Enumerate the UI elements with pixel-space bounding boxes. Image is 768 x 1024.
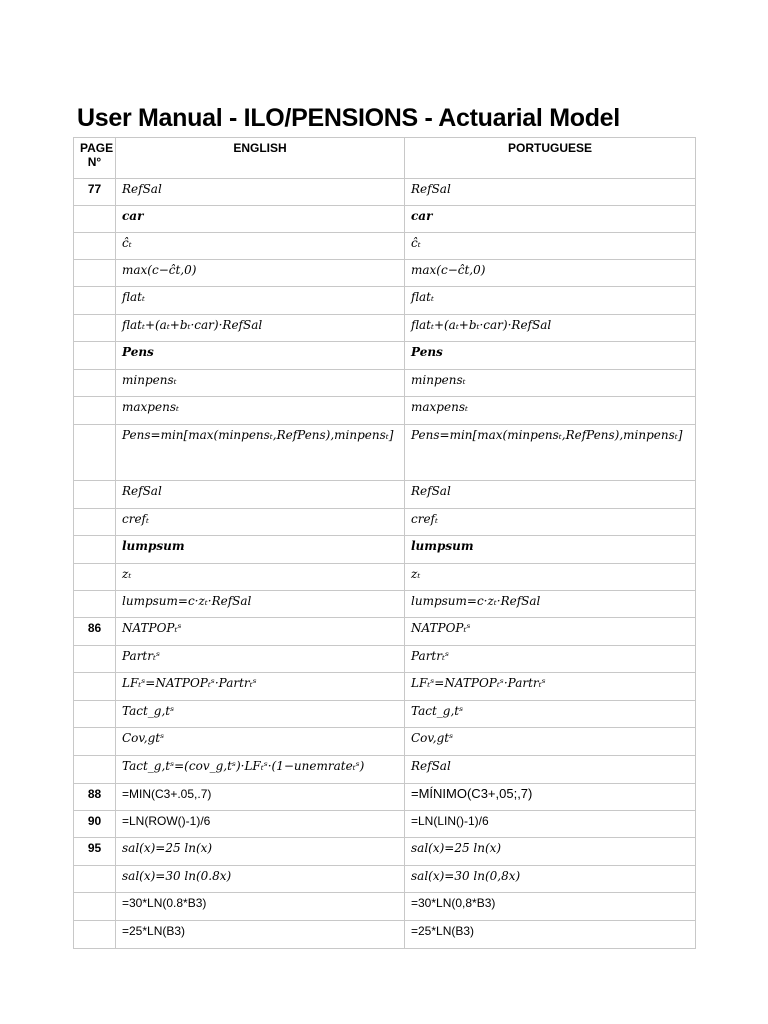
page-number-cell <box>74 206 116 233</box>
portuguese-term-cell: lumpsum=c·zₜ·RefSal <box>405 591 696 618</box>
english-term-cell: maxpensₜ <box>116 397 405 425</box>
portuguese-term-cell: RefSal <box>405 481 696 509</box>
table-row <box>74 564 696 591</box>
english-term-cell: flatₜ <box>116 287 405 315</box>
table-row <box>74 811 696 838</box>
page-number-cell <box>74 646 116 673</box>
page-number-cell: 88 <box>74 784 116 811</box>
glossary-table <box>73 137 696 949</box>
table-row <box>74 179 696 206</box>
english-term-cell: max(c−ĉt,0) <box>116 260 405 287</box>
english-term-cell: =30*LN(0.8*B3) <box>116 893 405 921</box>
portuguese-term-cell: NATPOPₜˢ <box>405 618 696 646</box>
page-number-cell <box>74 425 116 481</box>
table-row <box>74 481 696 509</box>
english-term-cell: NATPOPₜˢ <box>116 618 405 646</box>
english-term-cell: zₜ <box>116 564 405 591</box>
portuguese-term-cell: =LN(LIN()-1)/6 <box>405 811 696 838</box>
english-term-cell: ĉₜ <box>116 233 405 260</box>
english-term-cell: LFₜˢ=NATPOPₜˢ·Partrₜˢ <box>116 673 405 701</box>
english-term-cell: Cov,gtˢ <box>116 728 405 756</box>
table-row <box>74 315 696 342</box>
table-row <box>74 893 696 921</box>
table-row <box>74 260 696 287</box>
page-number-cell <box>74 287 116 315</box>
portuguese-term-cell: flatₜ+(aₜ+bₜ·car)·RefSal <box>405 315 696 342</box>
table-row <box>74 370 696 397</box>
english-term-cell: crefₜ <box>116 509 405 536</box>
table-row <box>74 838 696 866</box>
page-number-cell <box>74 370 116 397</box>
page-number-cell <box>74 536 116 564</box>
page-number-cell <box>74 481 116 509</box>
page-number-cell <box>74 342 116 370</box>
portuguese-term-cell: crefₜ <box>405 509 696 536</box>
page-number-cell <box>74 233 116 260</box>
page-number-cell: 77 <box>74 179 116 206</box>
table-row <box>74 921 696 949</box>
table-row <box>74 866 696 893</box>
portuguese-term-cell: zₜ <box>405 564 696 591</box>
english-term-cell: lumpsum <box>116 536 405 564</box>
portuguese-header: PORTUGUESE <box>405 138 696 179</box>
page-number-cell <box>74 591 116 618</box>
page-number-cell: 95 <box>74 838 116 866</box>
portuguese-term-cell: =MÍNIMO(C3+,05;,7) <box>405 784 696 811</box>
portuguese-term-cell: Partrₜˢ <box>405 646 696 673</box>
table-row <box>74 701 696 728</box>
table-row <box>74 233 696 260</box>
page-number-cell <box>74 260 116 287</box>
english-term-cell: flatₜ+(aₜ+bₜ·car)·RefSal <box>116 315 405 342</box>
page-number-cell <box>74 315 116 342</box>
portuguese-term-cell: RefSal <box>405 179 696 206</box>
portuguese-term-cell: car <box>405 206 696 233</box>
table-row <box>74 206 696 233</box>
table-row <box>74 728 696 756</box>
page-number-cell <box>74 893 116 921</box>
table-row <box>74 784 696 811</box>
page-number-cell <box>74 728 116 756</box>
english-term-cell: minpensₜ <box>116 370 405 397</box>
portuguese-term-cell: maxpensₜ <box>405 397 696 425</box>
page-number-cell <box>74 673 116 701</box>
portuguese-term-cell: Pens=min[max(minpensₜ,RefPens),minpensₜ] <box>405 425 696 481</box>
page-number-cell: 86 <box>74 618 116 646</box>
table-row <box>74 646 696 673</box>
page-number-cell <box>74 921 116 949</box>
table-row <box>74 425 696 481</box>
english-term-cell: car <box>116 206 405 233</box>
table-row <box>74 591 696 618</box>
portuguese-term-cell: sal(x)=30 ln(0,8x) <box>405 866 696 893</box>
table-row <box>74 397 696 425</box>
english-term-cell: RefSal <box>116 179 405 206</box>
portuguese-term-cell: LFₜˢ=NATPOPₜˢ·Partrₜˢ <box>405 673 696 701</box>
english-header: ENGLISH <box>116 138 405 179</box>
table-row <box>74 673 696 701</box>
table-row <box>74 342 696 370</box>
document-title: User Manual - ILO/PENSIONS - Actuarial Model <box>77 104 620 132</box>
table-row <box>74 287 696 315</box>
english-term-cell: =25*LN(B3) <box>116 921 405 949</box>
english-term-cell: Pens <box>116 342 405 370</box>
table-header-row <box>74 138 696 179</box>
portuguese-term-cell: Cov,gtˢ <box>405 728 696 756</box>
page-number-header: PAGE N° <box>74 138 116 179</box>
portuguese-term-cell: =30*LN(0,8*B3) <box>405 893 696 921</box>
portuguese-term-cell: flatₜ <box>405 287 696 315</box>
english-term-cell: Partrₜˢ <box>116 646 405 673</box>
page-number-cell: 90 <box>74 811 116 838</box>
english-term-cell: Pens=min[max(minpensₜ,RefPens),minpensₜ] <box>116 425 405 481</box>
english-term-cell: =MIN(C3+.05,.7) <box>116 784 405 811</box>
portuguese-term-cell: Pens <box>405 342 696 370</box>
english-term-cell: RefSal <box>116 481 405 509</box>
portuguese-term-cell: minpensₜ <box>405 370 696 397</box>
table-row <box>74 618 696 646</box>
table-row <box>74 536 696 564</box>
portuguese-term-cell: lumpsum <box>405 536 696 564</box>
page-number-cell <box>74 701 116 728</box>
english-term-cell: lumpsum=c·zₜ·RefSal <box>116 591 405 618</box>
table-row <box>74 756 696 784</box>
portuguese-term-cell: RefSal <box>405 756 696 784</box>
portuguese-term-cell: =25*LN(B3) <box>405 921 696 949</box>
portuguese-term-cell: Tact_g,tˢ <box>405 701 696 728</box>
page-number-cell <box>74 564 116 591</box>
portuguese-term-cell: ĉₜ <box>405 233 696 260</box>
page-number-cell <box>74 756 116 784</box>
portuguese-term-cell: max(c−ĉt,0) <box>405 260 696 287</box>
page-number-cell <box>74 397 116 425</box>
portuguese-term-cell: sal(x)=25 ln(x) <box>405 838 696 866</box>
table-row <box>74 509 696 536</box>
page-number-cell <box>74 509 116 536</box>
english-term-cell: Tact_g,tˢ <box>116 701 405 728</box>
page-number-cell <box>74 866 116 893</box>
english-term-cell: =LN(ROW()-1)/6 <box>116 811 405 838</box>
english-term-cell: Tact_g,tˢ=(cov_g,tˢ)·LFₜˢ·(1−unemrateₜˢ) <box>116 756 405 784</box>
english-term-cell: sal(x)=25 ln(x) <box>116 838 405 866</box>
english-term-cell: sal(x)=30 ln(0.8x) <box>116 866 405 893</box>
